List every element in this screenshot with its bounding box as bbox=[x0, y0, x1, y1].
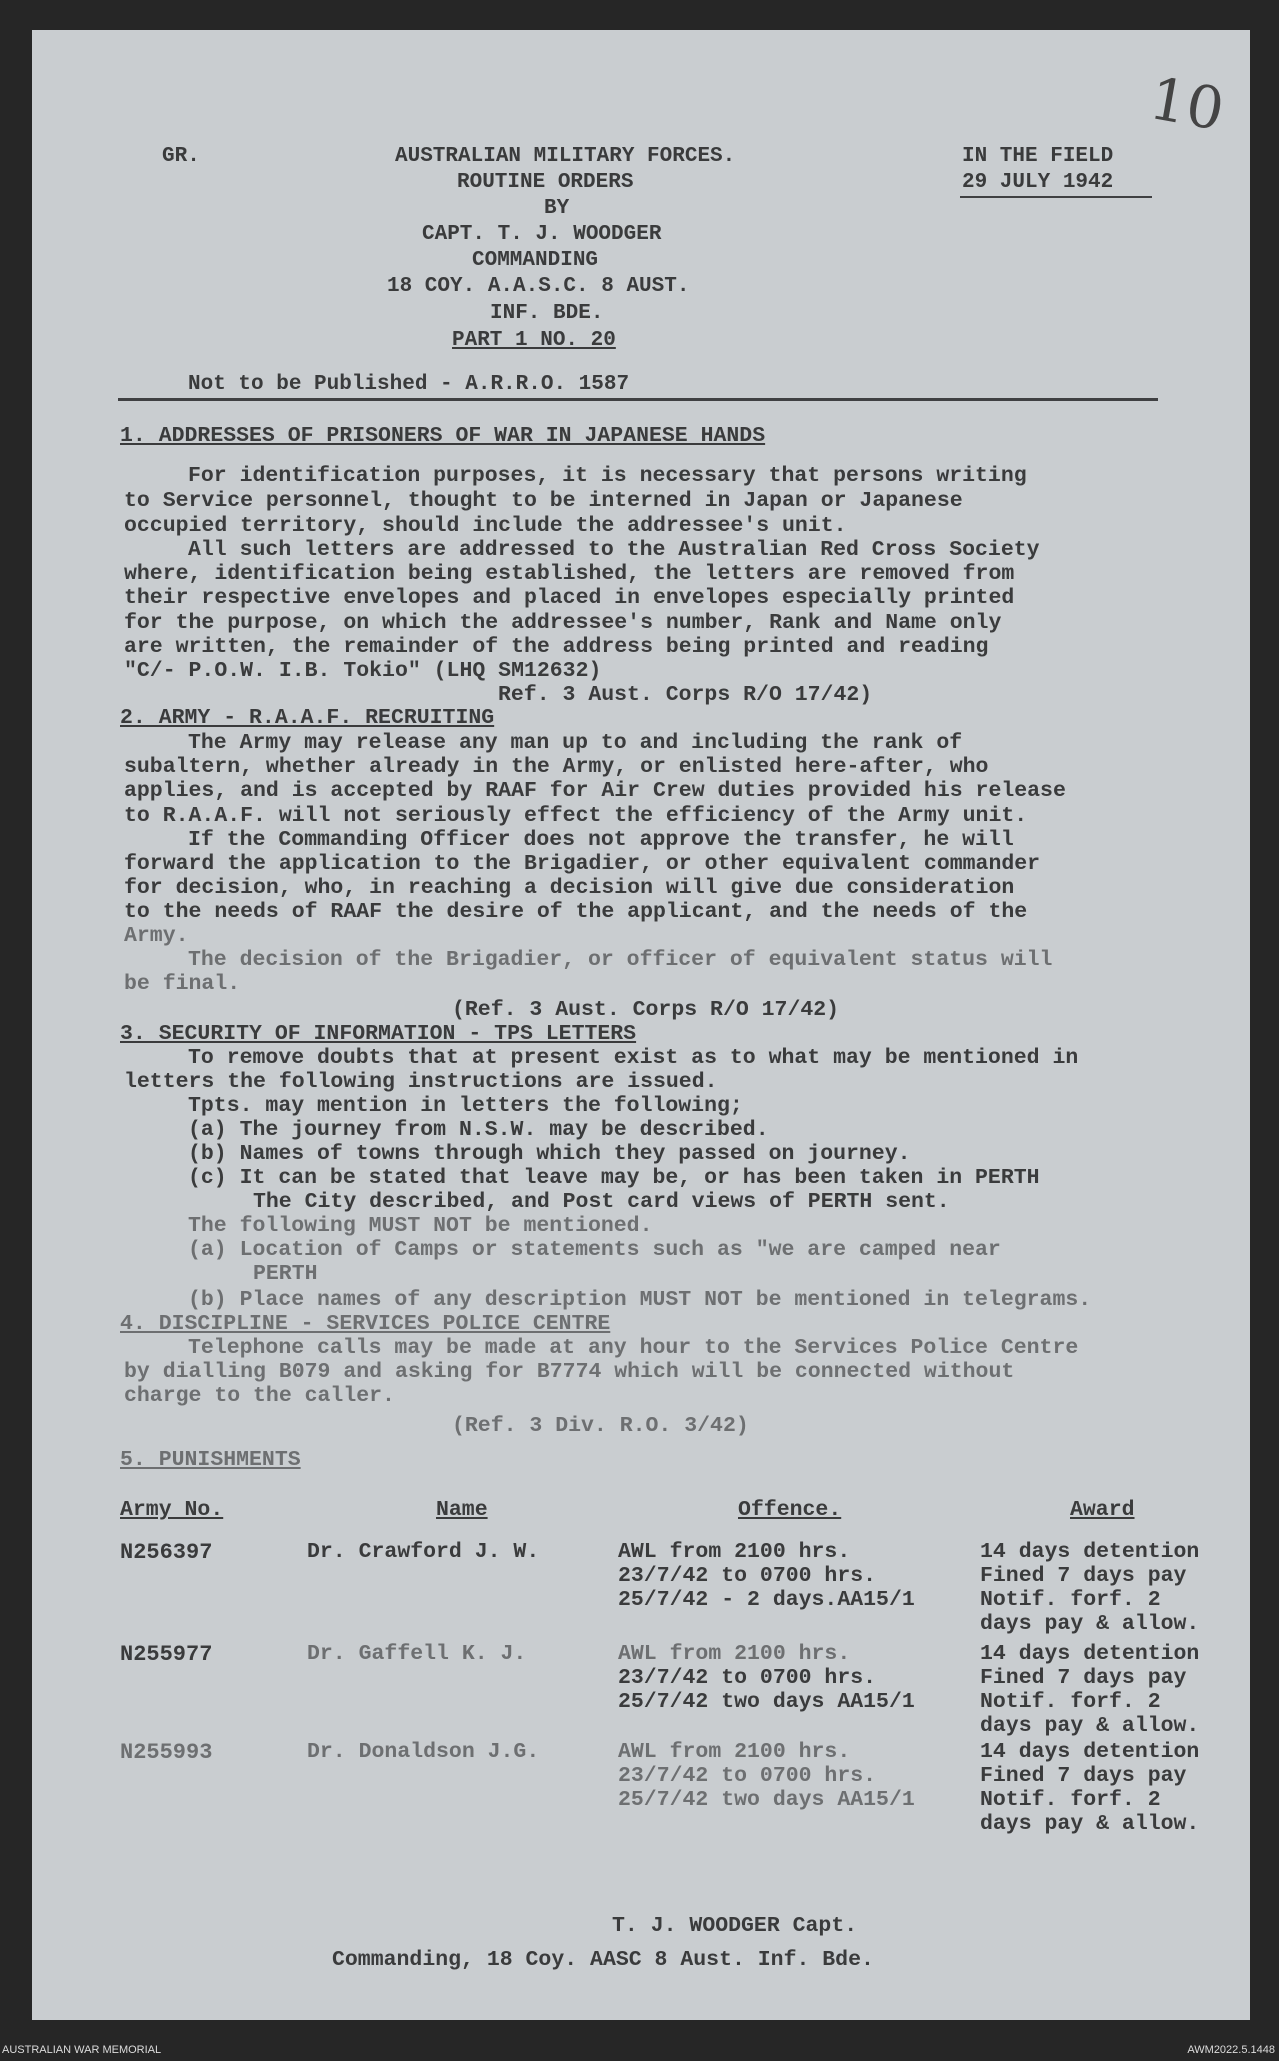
header-line3: BY bbox=[544, 197, 570, 220]
signature-name: T. J. WOODGER Capt. bbox=[612, 1914, 858, 1938]
s1-line: are written, the remainder of the address being printed and reading bbox=[124, 635, 989, 659]
header-line6: 18 COY. A.A.S.C. 8 AUST. bbox=[387, 275, 690, 298]
row-offence: AWL from 2100 hrs. bbox=[618, 1642, 851, 1666]
header-line2: ROUTINE ORDERS bbox=[457, 171, 634, 194]
header-line7: INF. BDE. bbox=[490, 302, 604, 325]
s2-reference: (Ref. 3 Aust. Corps R/O 17/42) bbox=[452, 998, 840, 1022]
s3-item: (b) Names of towns through which they passed on journey. bbox=[188, 1142, 911, 1166]
s3-item: (a) The journey from N.S.W. may be described. bbox=[188, 1118, 769, 1142]
s2-line: subaltern, whether already in the Army, or enlisted here-after, who bbox=[124, 755, 989, 779]
signature-title: Commanding, 18 Coy. AASC 8 Aust. Inf. Bde. bbox=[332, 1948, 874, 1972]
row-name: Dr. Gaffell K. J. bbox=[307, 1642, 527, 1666]
s1-line: occupied territory, should include the addressee's unit. bbox=[124, 514, 847, 538]
s1-line: where, identification being established, the letters are removed from bbox=[124, 562, 1015, 586]
column-header-army-no: Army No. bbox=[120, 1498, 224, 1522]
section-1-title: 1. ADDRESSES OF PRISONERS OF WAR IN JAPANESE HANDS bbox=[120, 424, 766, 448]
row-award: Fined 7 days pay bbox=[980, 1764, 1187, 1788]
row-award: days pay & allow. bbox=[980, 1714, 1200, 1738]
row-award: 14 days detention bbox=[980, 1540, 1200, 1564]
s1-line: "C/- P.O.W. I.B. Tokio" (LHQ SM12632) bbox=[124, 659, 602, 683]
header-line4: CAPT. T. J. WOODGER bbox=[422, 223, 662, 246]
s2-line: for decision, who, in reaching a decision will give due consideration bbox=[124, 876, 1015, 900]
s3-line: To remove doubts that at present exist as to what may be mentioned in bbox=[188, 1046, 1079, 1070]
s3-line: letters the following instructions are issued. bbox=[124, 1070, 718, 1094]
row-offence: 25/7/42 - 2 days.AA15/1 bbox=[618, 1588, 915, 1612]
s1-reference: Ref. 3 Aust. Corps R/O 17/42) bbox=[498, 683, 873, 707]
s2-line: The decision of the Brigadier, or officer of equivalent status will bbox=[188, 948, 1053, 972]
row-offence: 23/7/42 to 0700 hrs. bbox=[618, 1564, 877, 1588]
s2-line: be final. bbox=[124, 972, 241, 996]
s1-line: to Service personnel, thought to be interned in Japan or Japanese bbox=[124, 489, 963, 513]
archive-credit: AUSTRALIAN WAR MEMORIAL bbox=[2, 2044, 162, 2056]
row-award: Fined 7 days pay bbox=[980, 1564, 1187, 1588]
section-4-title: 4. DISCIPLINE - SERVICES POLICE CENTRE bbox=[120, 1312, 611, 1336]
s1-line: for the purpose, on which the addressee's number, Rank and Name only bbox=[124, 611, 1002, 635]
s2-line: The Army may release any man up to and including the rank of bbox=[188, 731, 963, 755]
row-award: days pay & allow. bbox=[980, 1812, 1200, 1836]
row-offence: AWL from 2100 hrs. bbox=[618, 1740, 851, 1764]
row-offence: 23/7/42 to 0700 hrs. bbox=[618, 1666, 877, 1690]
s4-line: charge to the caller. bbox=[124, 1384, 395, 1408]
row-award: days pay & allow. bbox=[980, 1612, 1200, 1636]
s2-line: applies, and is accepted by RAAF for Air Crew duties provided his release bbox=[124, 779, 1066, 803]
s1-line: All such letters are addressed to the Australian Red Cross Society bbox=[188, 538, 1040, 562]
s3-item: PERTH bbox=[253, 1262, 318, 1286]
header-location: IN THE FIELD bbox=[962, 145, 1114, 168]
archive-reference: AWM2022.5.1448 bbox=[1187, 2044, 1275, 2056]
row-offence: AWL from 2100 hrs. bbox=[618, 1540, 851, 1564]
document-page bbox=[32, 30, 1250, 2020]
s4-line: by dialling B079 and asking for B7774 which will be connected without bbox=[124, 1360, 1015, 1384]
row-army-no: N255993 bbox=[120, 1740, 213, 1765]
row-award: Notif. forf. 2 bbox=[980, 1788, 1161, 1812]
s4-reference: (Ref. 3 Div. R.O. 3/42) bbox=[452, 1414, 749, 1438]
section-2-title: 2. ARMY - R.A.A.F. RECRUITING bbox=[120, 706, 495, 730]
row-offence: 25/7/42 two days AA15/1 bbox=[618, 1788, 915, 1812]
section-5-title: 5. PUNISHMENTS bbox=[120, 1448, 301, 1472]
s1-line: For identification purposes, it is necessary that persons writing bbox=[188, 464, 1027, 488]
s3-line: Tpts. may mention in letters the following; bbox=[188, 1094, 743, 1118]
row-offence: 25/7/42 two days AA15/1 bbox=[618, 1690, 915, 1714]
s2-line: to the needs of RAAF the desire of the applicant, and the needs of the bbox=[124, 900, 1028, 924]
row-award: Fined 7 days pay bbox=[980, 1666, 1187, 1690]
s2-line: Army. bbox=[124, 924, 189, 948]
date-underline bbox=[960, 196, 1152, 198]
restriction-note: Not to be Published - A.R.R.O. 1587 bbox=[188, 373, 630, 396]
s2-line: to R.A.A.F. will not seriously effect the efficiency of the Army unit. bbox=[124, 804, 1028, 828]
column-header-award: Award bbox=[1070, 1498, 1135, 1522]
row-army-no: N256397 bbox=[120, 1540, 213, 1565]
row-army-no: N255977 bbox=[120, 1642, 213, 1667]
row-award: 14 days detention bbox=[980, 1642, 1200, 1666]
section-3-title: 3. SECURITY OF INFORMATION - TPS LETTERS bbox=[120, 1022, 637, 1046]
row-offence: 23/7/42 to 0700 hrs. bbox=[618, 1764, 877, 1788]
row-name: Dr. Crawford J. W. bbox=[307, 1540, 540, 1564]
s1-line: their respective envelopes and placed in envelopes especially printed bbox=[124, 586, 1015, 610]
header-date: 29 JULY 1942 bbox=[962, 171, 1114, 194]
header-line5: COMMANDING bbox=[472, 249, 599, 272]
row-award: Notif. forf. 2 bbox=[980, 1690, 1161, 1714]
s3-line: The following MUST NOT be mentioned. bbox=[188, 1214, 653, 1238]
row-award: 14 days detention bbox=[980, 1740, 1200, 1764]
s3-item: The City described, and Post card views of PERTH sent. bbox=[253, 1190, 950, 1214]
header-rule bbox=[118, 398, 1158, 401]
column-header-name: Name bbox=[436, 1498, 488, 1522]
row-award: Notif. forf. 2 bbox=[980, 1588, 1161, 1612]
s2-line: If the Commanding Officer does not approve the transfer, he will bbox=[188, 828, 1014, 852]
header-ref: GR. bbox=[162, 145, 200, 168]
header-part-number: PART 1 NO. 20 bbox=[452, 329, 616, 352]
row-name: Dr. Donaldson J.G. bbox=[307, 1740, 540, 1764]
s3-item: (c) It can be stated that leave may be, or has been taken in PERTH bbox=[188, 1166, 1040, 1190]
header-line1: AUSTRALIAN MILITARY FORCES. bbox=[395, 145, 736, 168]
s3-item: (b) Place names of any description MUST NOT be mentioned in telegrams. bbox=[188, 1288, 1092, 1312]
page-number: 10 bbox=[1144, 64, 1230, 144]
s3-item: (a) Location of Camps or statements such as "we are camped near bbox=[188, 1238, 1001, 1262]
column-header-offence: Offence. bbox=[738, 1498, 842, 1522]
s4-line: Telephone calls may be made at any hour to the Services Police Centre bbox=[188, 1336, 1079, 1360]
s2-line: forward the application to the Brigadier, or other equivalent commander bbox=[124, 852, 1041, 876]
